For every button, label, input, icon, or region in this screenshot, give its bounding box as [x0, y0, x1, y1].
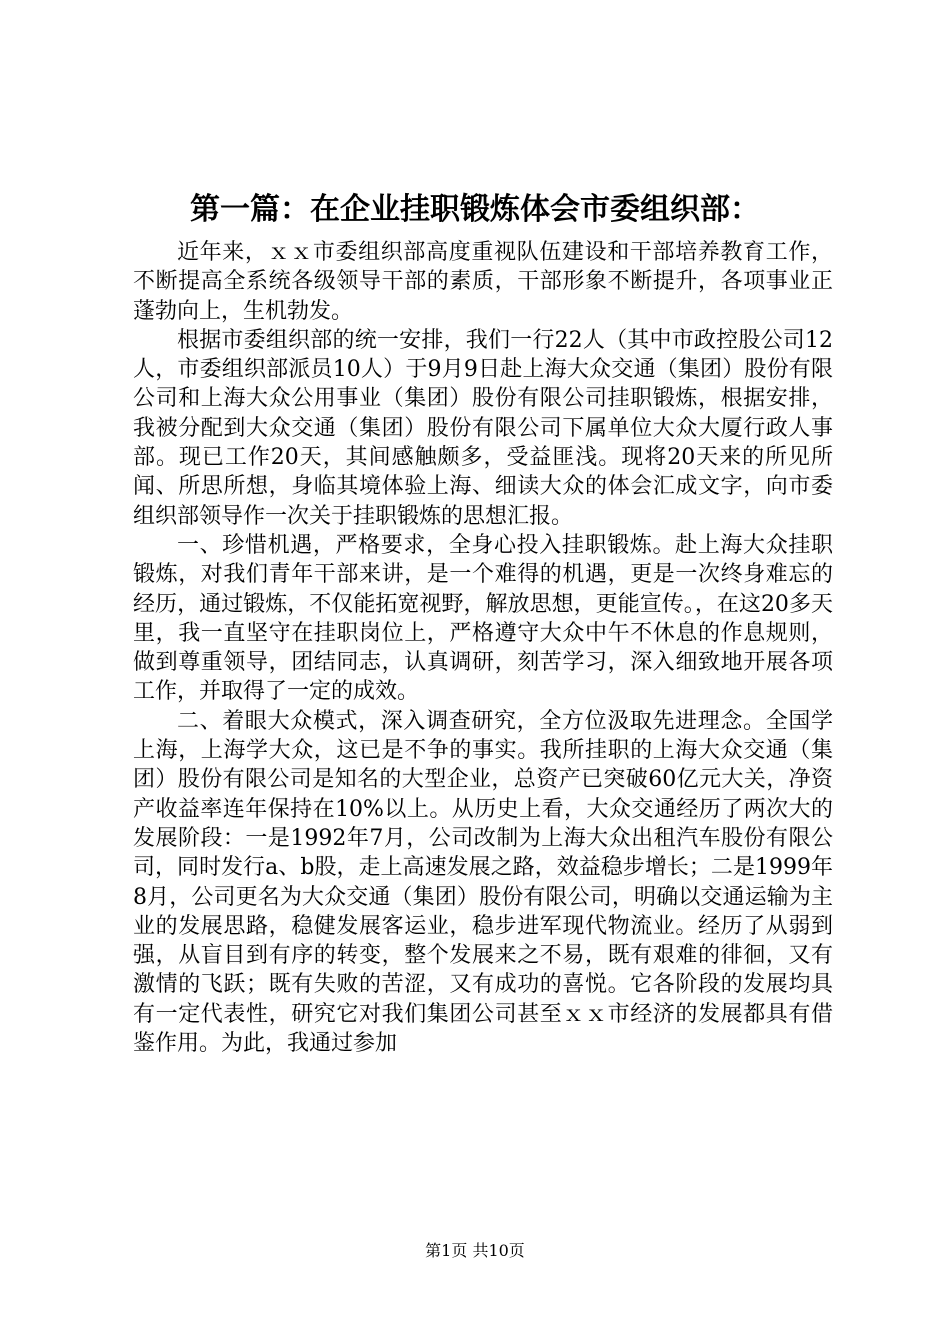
- document-body: [133, 238, 833, 1058]
- page-number-footer: 第1页 共10页: [425, 1241, 525, 1260]
- paragraph: 一、珍惜机遇，严格要求，全身心投入挂职锻炼。赴上海大众挂职锻炼，对我们青年干部来讲，是一个难得的机遇，更是一次终身难忘的经历，通过锻炼，不仅能拓宽视野，解放思想，更能宣传。，在这20多天里，我一直坚守在挂职岗位上，严格遵守大众中午不休息的作息规则，做到尊重领导，团结同志，认真调研，刻苦学习，深入细致地开展各项工作，并取得了一定的成效。: [133, 532, 833, 705]
- paragraph: 二、着眼大众模式，深入调查研究，全方位汲取先进理念。全国学上海，上海学大众，这已是不争的事实。我所挂职的上海大众交通（集团）股份有限公司是知名的大型企业，总资产已突破60亿元大关，净资产收益率连年保持在10%以上。从历史上看，大众交通经历了两次大的发展阶段：一是1992年7月，公司改制为上海大众出租汽车股份有限公司，同时发行a、b股，走上高速发展之路，效益稳步增长；二是1999年8月，公司更名为大众交通（集团）股份有限公司，明确以交通运输为主业的发展思路，稳健发展客运业，稳步进军现代物流业。经历了从弱到强，从盲目到有序的转变，整个发展来之不易，既有艰难的徘徊，又有激情的飞跃；既有失败的苦涩，又有成功的喜悦。它各阶段的发展均具有一定代表性，研究它对我们集团公司甚至ｘｘ市经济的发展都具有借鉴作用。为此，我通过参加: [133, 708, 833, 1057]
- document-title: 第一篇：在企业挂职锻炼体会市委组织部：: [190, 192, 760, 227]
- paragraph: 根据市委组织部的统一安排，我们一行22人（其中市政控股公司12人，市委组织部派员10人）于9月9日赴上海大众交通（集团）股份有限公司和上海大众公用事业（集团）股份有限公司挂职锻炼，根据安排，我被分配到大众交通（集团）股份有限公司下属单位大众大厦行政人事部。现已工作20天，其间感触颇多，受益匪浅。现将20天来的所见所闻、所思所想，身临其境体验上海、细读大众的体会汇成文字，向市委组织部领导作一次关于挂职锻炼的思想汇报。: [133, 327, 833, 529]
- paragraph: 近年来，ｘｘ市委组织部高度重视队伍建设和干部培养教育工作，不断提高全系统各级领导干部的素质，干部形象不断提升，各项事业正蓬勃向上，生机勃发。: [133, 240, 833, 324]
